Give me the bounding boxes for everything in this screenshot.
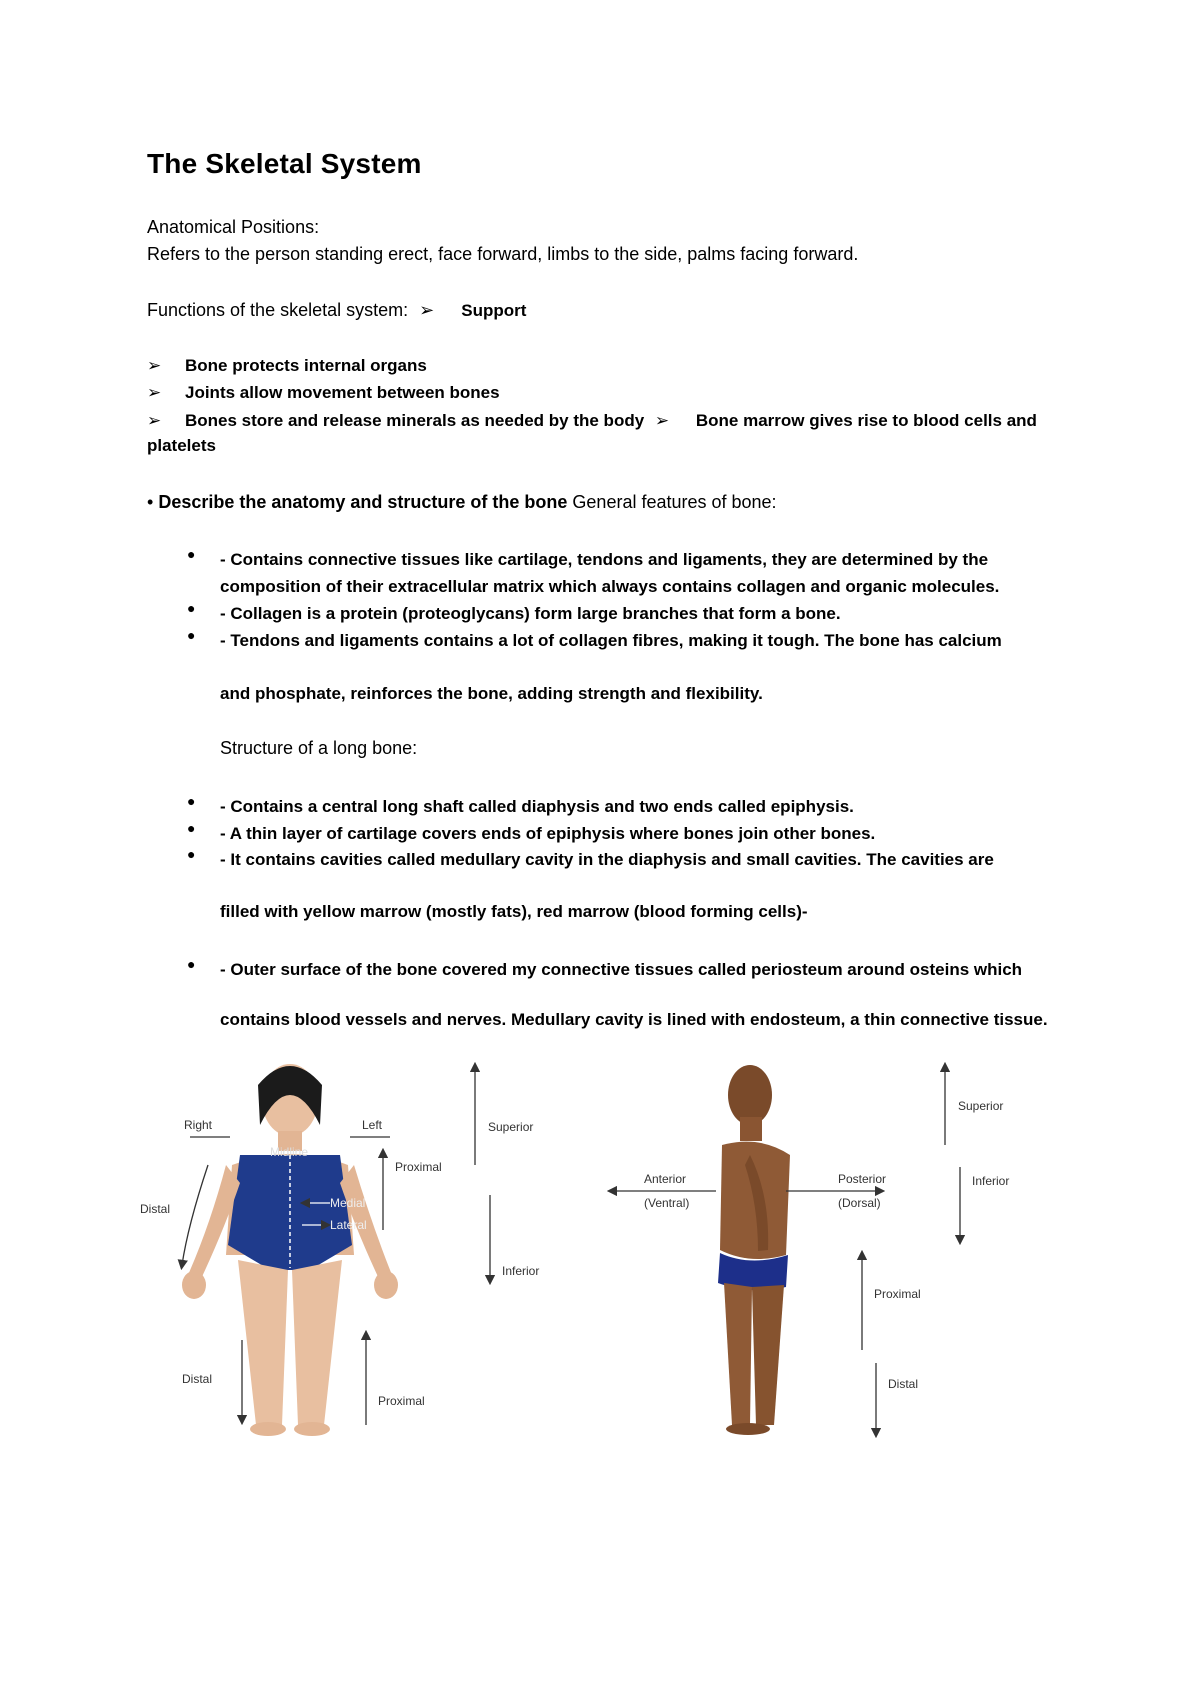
label-ventral: (Ventral) — [644, 1196, 690, 1210]
arrow-icon: ➢ — [419, 300, 435, 320]
list-item: ● - Contains connective tissues like cartilage, tendons and ligaments, they are determined by the composition of their extracellular matrix which always contains collagen and organic molecules. — [187, 546, 1000, 596]
function-item: ➢ Bone protects internal organs — [147, 356, 427, 375]
bullet-icon: ● — [187, 627, 196, 643]
label-midline: Midline — [270, 1145, 309, 1159]
structure-heading: Structure of a long bone: — [220, 738, 418, 758]
label-left: Left — [362, 1118, 383, 1132]
label-proximal-arm: Proximal — [395, 1160, 442, 1174]
function-item: ➢ Bones store and release minerals as needed by the body ➢ Bone marrow gives rise to blood cells and — [147, 411, 1037, 430]
list-item: ● - Tendons and ligaments contains a lot of collagen fibres, making it tough. The bone has calcium — [187, 627, 1002, 650]
arrow-icon: ➢ — [147, 383, 162, 402]
anatomical-heading: Anatomical Positions: — [147, 217, 320, 237]
bullet-icon: ● — [187, 820, 196, 836]
list-item-cont: contains blood vessels and nerves. Medullary cavity is lined with endosteum, a thin connective tissue. — [220, 1010, 1048, 1029]
function-support: Support — [461, 301, 527, 320]
list-item: ● - A thin layer of cartilage covers ends of epiphysis where bones join other bones. — [187, 820, 876, 843]
bullet-icon: ● — [187, 846, 196, 862]
arrow-icon: ➢ — [147, 411, 162, 430]
function-item-wrap: platelets — [147, 436, 216, 455]
bullet-icon: • — [147, 492, 154, 512]
list-item: ● - Outer surface of the bone covered my connective tissues called periosteum around osteins which — [187, 956, 1023, 979]
list-item-cont: and phosphate, reinforces the bone, adding strength and flexibility. — [220, 684, 763, 703]
page-title: The Skeletal System — [147, 148, 422, 179]
label-superior: Superior — [488, 1120, 534, 1134]
list-item: ● - It contains cavities called medullary cavity in the diaphysis and small cavities. The cavities are — [187, 846, 994, 869]
function-item: ➢ Joints allow movement between bones — [147, 383, 500, 402]
label-proximal-side: Proximal — [874, 1287, 921, 1301]
label-lateral: Lateral — [330, 1218, 367, 1232]
label-inferior: Inferior — [502, 1264, 540, 1278]
functions-line — [147, 300, 526, 321]
list-item: ● - Contains a central long shaft called diaphysis and two ends called epiphysis. — [187, 793, 854, 816]
label-distal-leg: Distal — [182, 1372, 213, 1386]
bullet-icon: ● — [187, 600, 196, 616]
functions-label: Functions of the skeletal system: — [147, 300, 409, 320]
describe-rest: General features of bone: — [572, 492, 777, 512]
describe-line — [147, 492, 777, 513]
arrow-icon: ➢ — [147, 356, 162, 375]
list-item-cont: filled with yellow marrow (mostly fats), red marrow (blood forming cells)- — [220, 902, 808, 921]
label-medial: Medial — [330, 1196, 366, 1210]
arrow-icon: ➢ — [654, 411, 670, 430]
describe-bold: Describe the anatomy and structure of the bone — [158, 492, 568, 512]
male-figure — [718, 1065, 790, 1435]
front-anatomy-figure — [140, 1055, 580, 1445]
anatomical-text: Refers to the person standing erect, face forward, limbs to the side, palms facing forward. — [147, 244, 859, 264]
bullet-icon: ● — [187, 956, 196, 972]
list-item: ● - Collagen is a protein (proteoglycans) form large branches that form a bone. — [187, 600, 841, 623]
label-superior-side: Superior — [958, 1099, 1004, 1113]
label-anterior: Anterior — [644, 1172, 687, 1186]
label-inferior-side: Inferior — [972, 1174, 1010, 1188]
label-posterior: Posterior — [838, 1172, 887, 1186]
label-dorsal: (Dorsal) — [838, 1196, 881, 1210]
label-distal-side: Distal — [888, 1377, 919, 1391]
label-right: Right — [184, 1118, 213, 1132]
label-distal-arm: Distal — [140, 1202, 171, 1216]
bullet-icon: ● — [187, 546, 196, 562]
label-proximal-leg: Proximal — [378, 1394, 425, 1408]
bullet-icon: ● — [187, 793, 196, 809]
side-anatomy-figure — [600, 1055, 1040, 1445]
